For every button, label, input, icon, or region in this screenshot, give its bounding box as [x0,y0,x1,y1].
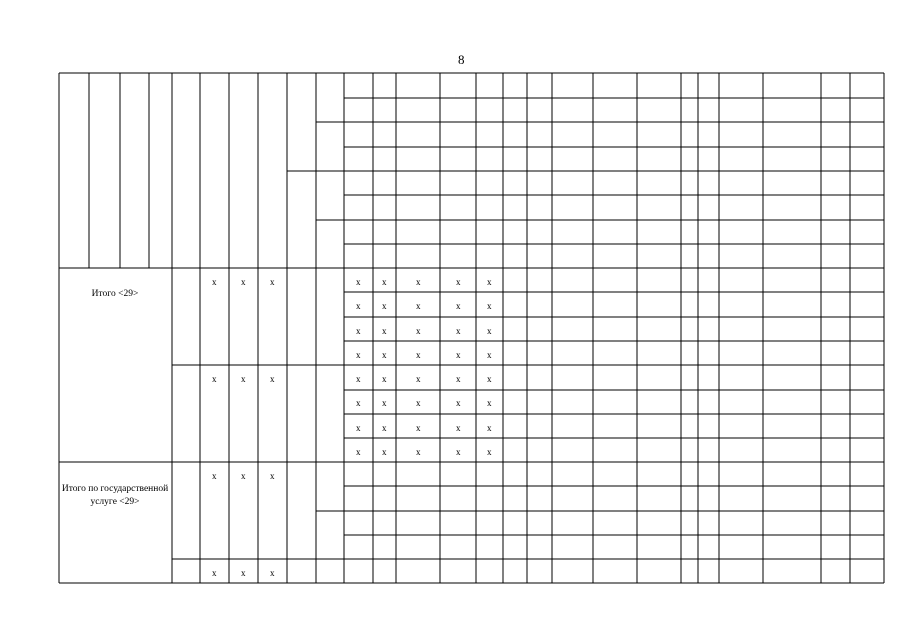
mark-cell: x [356,447,361,457]
mark-cell: x [416,326,421,336]
page-number: 8 [458,52,465,67]
mark-cell: x [487,447,492,457]
mark-cell: x [456,350,461,360]
mark-cell: x [356,423,361,433]
mark-cell: x [456,423,461,433]
mark-cell: x [356,374,361,384]
mark-cell: x [487,398,492,408]
mark-cell: x [356,398,361,408]
mark-cell: x [212,568,217,578]
mark-cell: x [487,423,492,433]
mark-cell: x [416,423,421,433]
mark-cell: x [382,374,387,384]
mark-cell: x [416,447,421,457]
mark-cell: x [356,326,361,336]
mark-cell: x [212,277,217,287]
service-total-row-label: Итого по государственной услуге <29> [61,484,169,507]
mark-cell: x [416,277,421,287]
mark-cell: x [356,301,361,311]
mark-cell: x [487,374,492,384]
mark-cell: x [456,447,461,457]
mark-cell: x [382,350,387,360]
mark-cell: x [382,447,387,457]
mark-cell: x [270,568,275,578]
mark-cell: x [416,350,421,360]
mark-cell: x [212,374,217,384]
mark-cell: x [416,374,421,384]
mark-cell: x [416,398,421,408]
mark-cell: x [241,568,246,578]
mark-cell: x [382,398,387,408]
mark-cell: x [212,471,217,481]
mark-cell: x [241,277,246,287]
mark-cell: x [356,350,361,360]
mark-cell: x [382,423,387,433]
mark-cell: x [382,277,387,287]
mark-cell: x [487,350,492,360]
mark-cell: x [487,301,492,311]
mark-cell: x [456,277,461,287]
mark-cell: x [416,301,421,311]
mark-cell: x [456,326,461,336]
mark-cell: x [382,301,387,311]
mark-cell: x [456,301,461,311]
mark-cell: x [241,374,246,384]
mark-cell: x [487,277,492,287]
mark-cell: x [270,277,275,287]
mark-cell: x [456,398,461,408]
mark-cell: x [270,374,275,384]
total-row-label: Итого <29> [91,289,139,299]
mark-cell: x [487,326,492,336]
mark-cell: x [241,471,246,481]
mark-cell: x [356,277,361,287]
mark-cell: x [270,471,275,481]
mark-cell: x [456,374,461,384]
mark-cell: x [382,326,387,336]
